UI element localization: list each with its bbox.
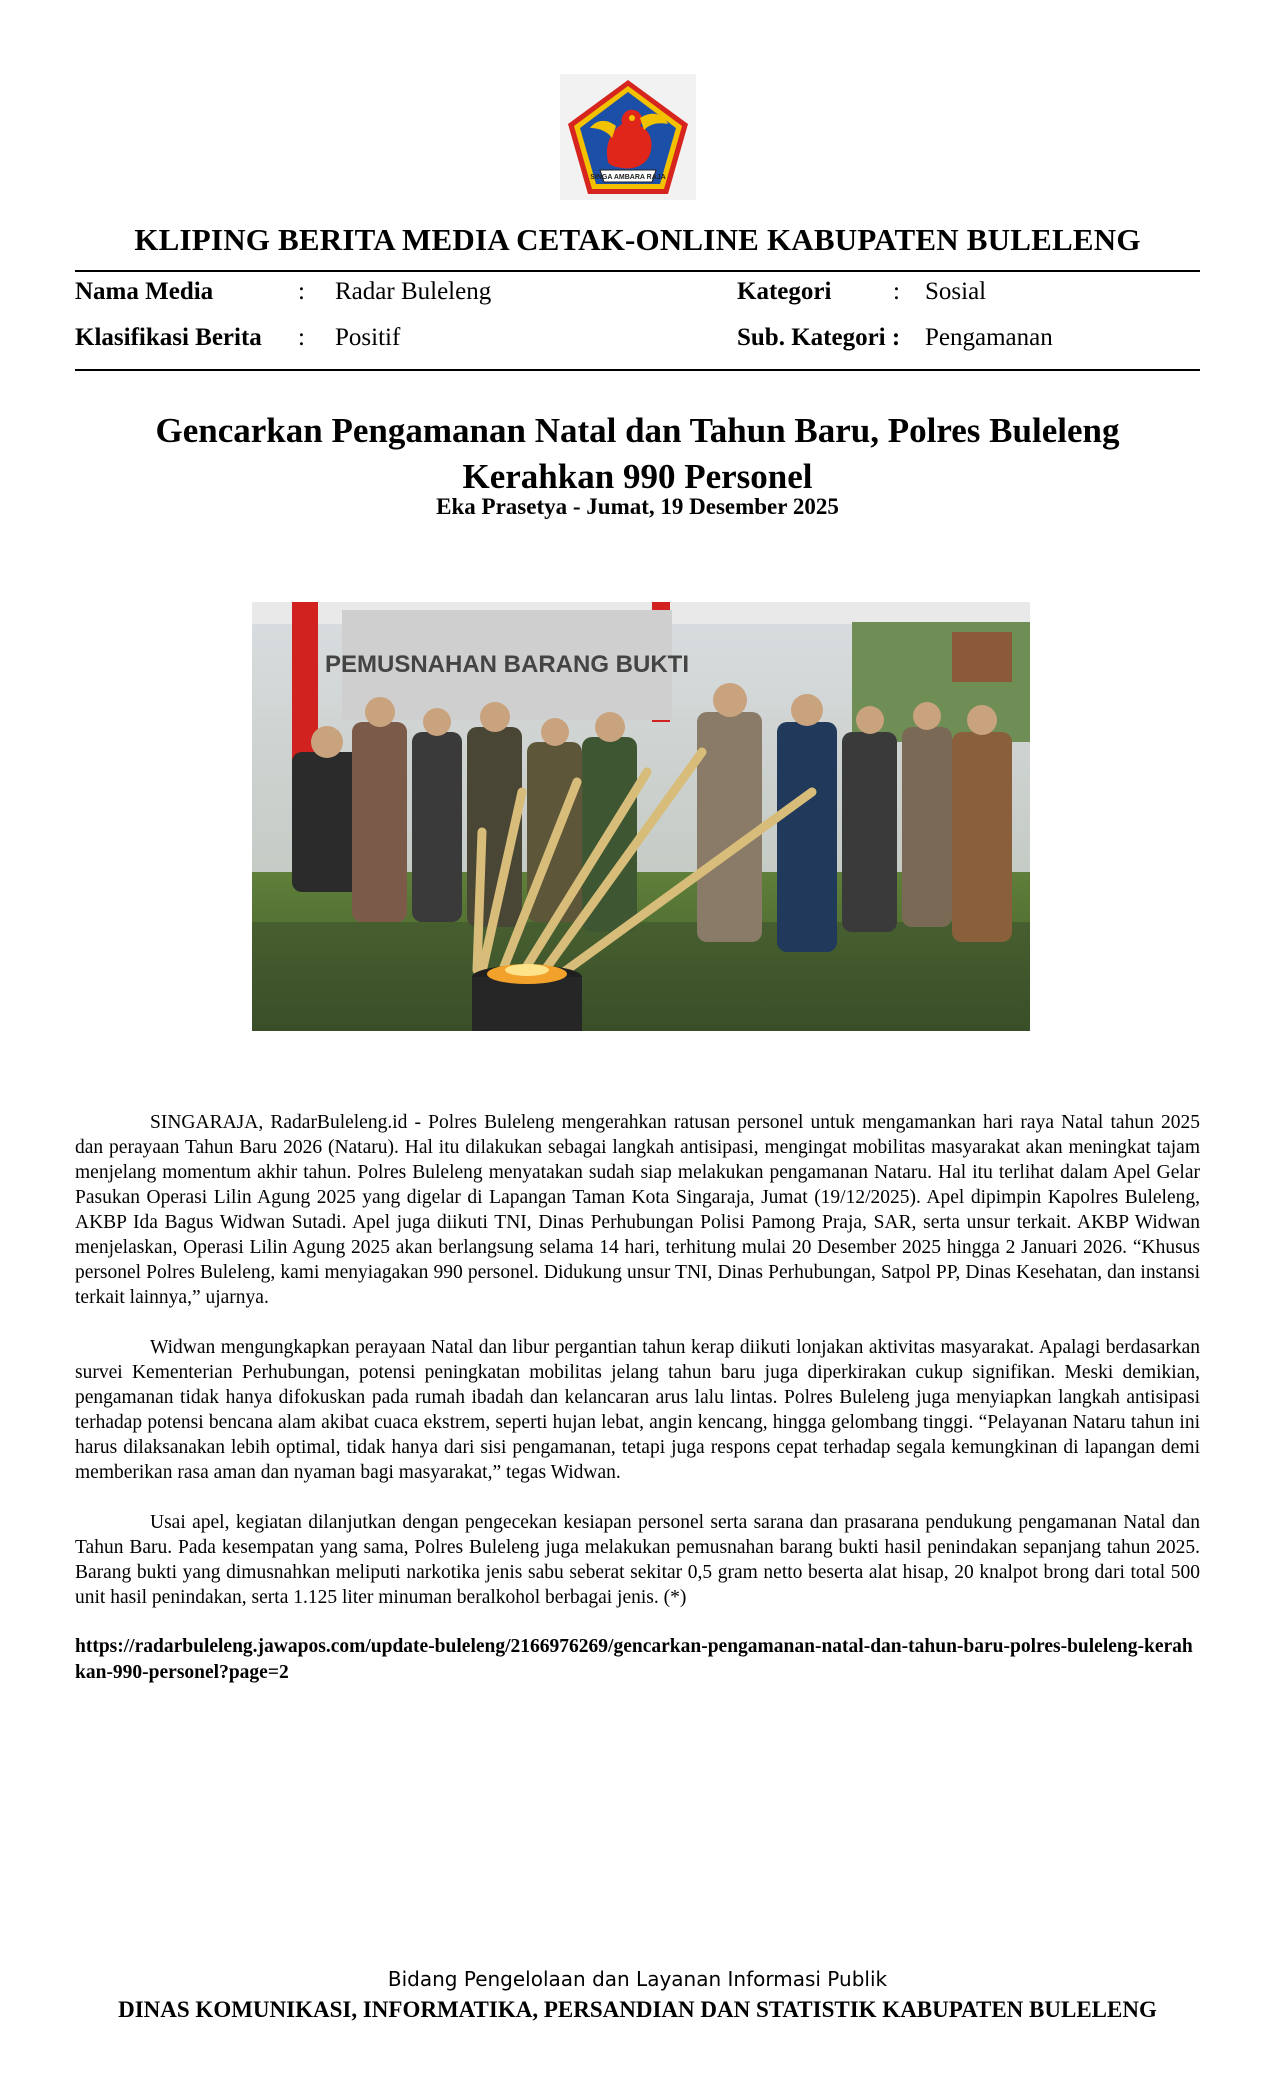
photo-banner-text: PEMUSNAHAN BARANG BUKTI <box>325 651 689 678</box>
kategori-label: Kategori <box>737 278 832 305</box>
document-title: KLIPING BERITA MEDIA CETAK-ONLINE KABUPATEN BULELENG <box>134 222 1141 257</box>
regency-logo <box>560 74 696 200</box>
klasifikasi-separator: : <box>298 324 305 351</box>
media-value: Radar Buleleng <box>335 278 492 305</box>
top-rule <box>75 270 1200 272</box>
bottom-rule <box>75 369 1200 371</box>
subkategori-value: Pengamanan <box>925 324 1053 351</box>
article-paragraph: Widwan mengungkapkan perayaan Natal dan libur pergantian tahun kerap diikuti lonjakan aktivitas masyarakat. Apalagi berdasarkan survei Kementerian Perhubungan, potensi peningkatan mobilitas jelang tahun baru juga diperkirakan cukup signifikan. Meski demikian, pengamanan tidak hanya difokuskan pada rumah ibadah dan kelancaran arus lalu lintas. Polres Buleleng juga menyiapkan langkah antisipasi terhadap potensi bencana alam akibat cuaca ekstrem, seperti hujan lebat, angin kencang, hingga gelombang tinggi. “Pelayanan Nataru tahun ini harus dilaksanakan lebih optimal, tidak hanya dari sisi pengamanan, tetapi juga respons cepat terhadap segala kemungkinan di lapangan demi memberikan rasa aman dan nyaman bagi masyarakat,” tegas Widwan. <box>75 1337 1200 1483</box>
klasifikasi-value: Positif <box>335 324 401 351</box>
logo-motto: SINGA AMBARA RAJA <box>590 174 666 181</box>
footer-department: Bidang Pengelolaan dan Layanan Informasi Publik <box>387 1967 888 1991</box>
klasifikasi-label: Klasifikasi Berita <box>75 324 262 351</box>
meta-row-media <box>75 278 1200 318</box>
kategori-separator: : <box>893 278 900 305</box>
article-byline: Eka Prasetya - Jumat, 19 Desember 2025 <box>436 494 839 519</box>
meta-row-klasifikasi <box>75 324 1200 364</box>
article-paragraph: Usai apel, kegiatan dilanjutkan dengan pengecekan kesiapan personel serta sarana dan prasarana pendukung pengamanan Natal dan Tahun Baru. Pada kesempatan yang sama, Polres Buleleng juga melakukan pemusnahan barang bukti hasil penindakan sepanjang tahun 2025. Barang bukti yang dimusnahkan meliputi narkotika jenis sabu seberat sekitar 0,5 gram netto beserta alat hisap, 20 knalpot brong dari total 500 unit hasil penindakan, serta 1.125 liter minuman beralkohol berbagai jenis. (*) <box>75 1512 1200 1608</box>
article-body <box>75 1110 1200 1635</box>
article-headline: Gencarkan Pengamanan Natal dan Tahun Baru, Polres Buleleng Kerahkan 990 Personel <box>155 411 1120 496</box>
kategori-value: Sosial <box>925 278 987 305</box>
source-url[interactable]: https://radarbuleleng.jawapos.com/update-buleleng/2166976269/gencarkan-pengamanan-natal-dan-tahun-baru-polres-buleleng-kerahkan-990-personel?page=2 <box>75 1636 1193 1683</box>
footer-agency: DINAS KOMUNIKASI, INFORMATIKA, PERSANDIAN DAN STATISTIK KABUPATEN BULELENG <box>118 1997 1157 2022</box>
media-separator: : <box>298 278 305 305</box>
buleleng-regency-crest-icon <box>560 74 696 200</box>
media-label: Nama Media <box>75 278 214 305</box>
subkategori-label: Sub. Kategori : <box>737 324 901 351</box>
article-photo <box>252 602 1030 1031</box>
article-paragraph: SINGARAJA, RadarBuleleng.id - Polres Buleleng mengerahkan ratusan personel untuk mengamankan hari raya Natal tahun 2025 dan perayaan Tahun Baru 2026 (Nataru). Hal itu dilakukan sebagai langkah antisipasi, mengingat mobilitas masyarakat akan meningkat tajam menjelang momentum akhir tahun. Polres Buleleng menyatakan sudah siap melakukan pengamanan Nataru. Hal itu terlihat dalam Apel Gelar Pasukan Operasi Lilin Agung 2025 yang digelar di Lapangan Taman Kota Singaraja, Jumat (19/12/2025). Apel dipimpin Kapolres Buleleng, AKBP Ida Bagus Widwan Sutadi. Apel juga diikuti TNI, Dinas Perhubungan Polisi Pamong Praja, SAR, serta unsur terkait. AKBP Widwan menjelaskan, Operasi Lilin Agung 2025 akan berlangsung selama 14 hari, terhitung mulai 20 Desember 2025 hingga 2 Januari 2026. “Khusus personel Polres Buleleng, kami menyiagakan 990 personel. Didukung unsur TNI, Dinas Perhubungan, Satpol PP, Dinas Kesehatan, dan instansi terkait lainnya,” ujarnya. <box>75 1112 1200 1308</box>
